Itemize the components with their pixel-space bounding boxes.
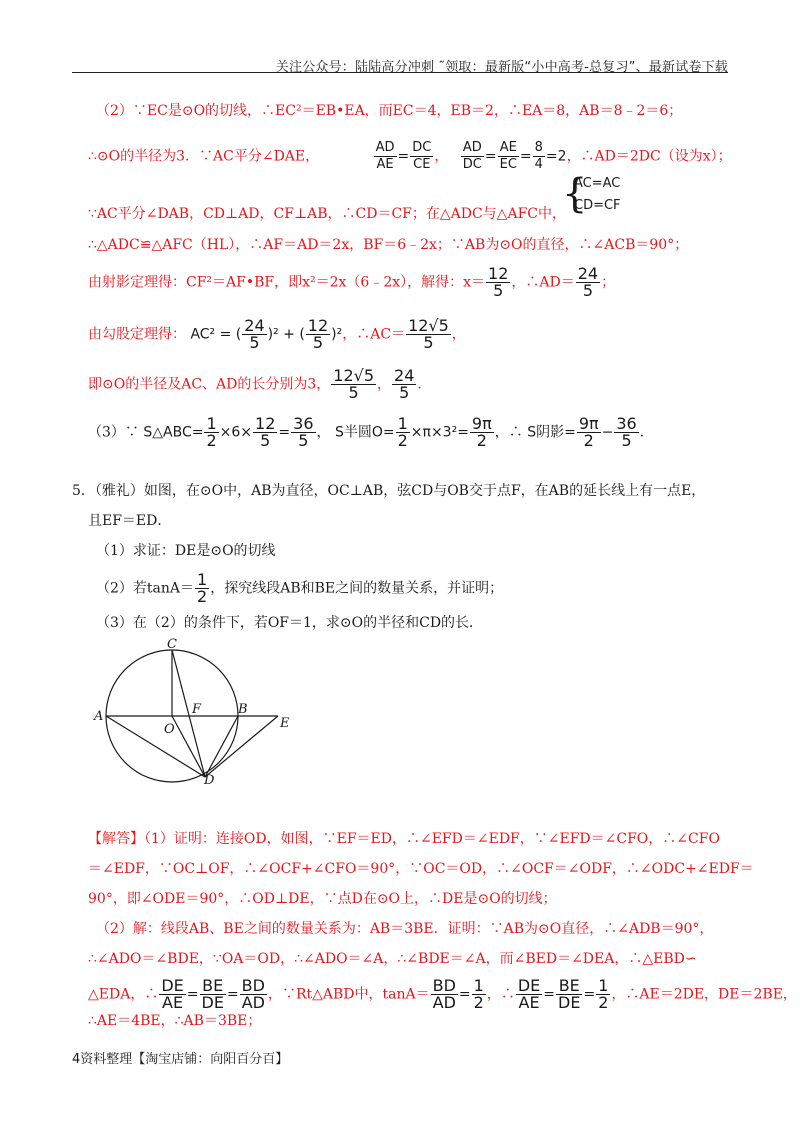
fraction: $\frac{24}{5}$ <box>577 264 599 300</box>
solution-line: 由射影定理得：CF²＝AF•BF，即x²＝2x（6﹣2x），解得：x＝ $\frac{12}{5}$ ，∴AD＝ $\frac{24}{5}$ ； <box>88 264 616 300</box>
fraction: $\frac{24}{5}$ <box>394 366 415 402</box>
label-a: A <box>94 709 104 724</box>
problem-part: （2）若tanA＝ $\frac{1}{2}$ ，探究线段AB和BE之间的数量关系，并证明； <box>96 570 504 606</box>
fraction: $\frac{1}{2}$ <box>197 570 208 606</box>
page-footer: 4资料整理【淘宝店铺：向阳百分百】 <box>72 1052 289 1067</box>
fraction: $\frac{36}{5}$ <box>293 414 314 450</box>
fraction: $\frac{BE}{DE}$ <box>558 976 581 1012</box>
fraction: $\frac{1}{2}$ <box>206 414 217 450</box>
answer-line: ∴∠ADO＝∠BDE，∵OA＝OD，∴∠ADO＝∠A，∴∠BDE＝∠A，而∠BED＝∠DEA，∴△EBD∽ <box>88 951 697 967</box>
fraction: $\frac{12}{5}$ <box>488 264 509 300</box>
fraction: $\frac{BE}{DE}$ <box>201 976 224 1012</box>
answer-line: 【解答】（1）证明：连接OD，如图，∵EF＝ED，∴∠EFD＝∠EDF，∵∠EFD＝∠CFO，∴∠CFO <box>88 831 720 847</box>
fraction: $\frac{BD}{AD}$ <box>432 976 456 1012</box>
solution-line: 即⊙O的半径及AC、AD的长分别为3， $\frac{12√5}{5}$ ， $\frac{24}{5}$ ． <box>88 366 432 402</box>
solution-line: （3）∵ S△ABC= $\frac{1}{2}$ ×6× $\frac{12}{5}$ = $\frac{36}{5}$ ， S半圆O= $\frac{1}{2}$ ×π×3²= $\frac{9\pi}{2}$ ，∴ S阴影= $\frac{9\pi}{2}$ − $\frac{36}{5}$ ． <box>88 414 654 450</box>
fraction: $\frac{AE}{EC}$ <box>499 140 517 172</box>
geometry-figure <box>80 630 310 790</box>
answer-line: ∴AE＝4BE，∴AB＝3BE； <box>88 1013 262 1029</box>
fraction: $\frac{12}{5}$ <box>255 414 276 450</box>
fraction: $\frac{BD}{AD}$ <box>241 976 265 1012</box>
answer-line: （2）解：线段AB、BE之间的数量关系为：AB＝3BE．证明：∵AB为⊙O直径，∴∠ADB＝90°， <box>96 921 714 937</box>
fraction: $\frac{AD}{DC}$ <box>462 140 482 172</box>
fraction: $\frac{DE}{AE}$ <box>517 976 541 1012</box>
header-rule <box>72 72 728 73</box>
answer-line: 90°，即∠ODE＝90°，∴OD⊥DE，∵点D在⊙O上，∴DE是⊙O的切线； <box>88 891 557 907</box>
fraction: $\frac{1}{2}$ <box>397 414 408 450</box>
label-b: B <box>238 702 248 717</box>
fraction: $\frac{8}{4}$ <box>534 140 543 172</box>
fraction: $\frac{24}{5}$ <box>244 316 265 352</box>
fraction: $\frac{12√5}{5}$ <box>408 316 449 352</box>
label-c: C <box>167 637 177 652</box>
solution-line: ∴△ADC≌△AFC（HL），∴AF＝AD＝2x，BF＝6﹣2x；∵AB为⊙O的直径，∴∠ACB＝90°； <box>88 237 689 253</box>
fraction: $\frac{9\pi}{2}$ <box>471 414 492 450</box>
answer-line: ＝∠EDF，∵OC⊥OF，∴∠OCF+∠CFO＝90°，∵OC＝OD，∴∠OCF＝∠ODF，∴∠ODC+∠EDF＝ <box>88 861 754 877</box>
problem-part: （1）求证：DE是⊙O的切线 <box>96 543 276 559</box>
answer-line: △EDA，∴ $\frac{DE}{AE}$ = $\frac{BE}{DE}$ = $\frac{BD}{AD}$ ，∵Rt△ABD中，tanA＝ $\frac{BD}{AD}$ = $\frac{1}{2}$ ，∴ $\frac{DE}{AE}$ = $\frac{BE}{DE}$ = $\frac{1}{2}$ ，∴AE＝2DE，DE＝2BE， <box>88 976 797 1012</box>
fraction: $\frac{12√5}{5}$ <box>333 366 375 402</box>
fraction: $\frac{AD}{AE}$ <box>375 140 395 172</box>
solution-line: 由勾股定理得： AC² = ( $\frac{24}{5}$ )² + ( $\frac{12}{5}$ )²，∴AC＝ $\frac{12√5}{5}$ ， <box>88 316 466 352</box>
label-o: O <box>164 722 175 737</box>
solution-line: （2）∵EC是⊙O的切线，∴EC²＝EB•EA，而EC＝4，EB＝2，∴EA＝8，AB＝8﹣2＝6； <box>96 103 683 119</box>
solution-line: ∵AC平分∠DAB，CD⊥AD，CF⊥AB，∴CD＝CF；在△ADC与△AFC中， <box>88 206 566 222</box>
fraction: $\frac{1}{2}$ <box>473 976 484 1012</box>
problem-text: 且EF＝ED． <box>88 513 172 529</box>
fraction: $\frac{DC}{CE}$ <box>412 140 432 172</box>
page-header: 关注公众号：陆陆高分冲刺 ˜领取：最新版“小中高考-总复习”、最新试卷下载 <box>275 60 728 75</box>
fraction: $\frac{1}{2}$ <box>598 976 609 1012</box>
solution-line: ∴⊙O的半径为3．∵AC平分∠DAE， $\frac{AD}{AE}$ = $\frac{DC}{CE}$ ， $\frac{AD}{DC}$ = $\frac{AE}{EC}$ = $\frac{8}{4}$ =2，∴AD＝2DC（设为x）； <box>88 140 732 172</box>
fraction: $\frac{36}{5}$ <box>616 414 637 450</box>
label-f: F <box>192 702 202 717</box>
fraction: $\frac{DE}{AE}$ <box>161 976 184 1012</box>
problem-part: （3）在（2）的条件下，若OF＝1，求⊙O的半径和CD的长． <box>96 615 484 631</box>
label-e: E <box>280 716 290 731</box>
fraction: $\frac{12}{5}$ <box>307 316 329 352</box>
label-d: D <box>204 773 215 788</box>
problem-text: 5．（雅礼）如图，在⊙O中，AB为直径，OC⊥AB，弦CD与OB交于点F，在AB的延长线上有一点E， <box>72 483 706 499</box>
fraction: $\frac{9\pi}{2}$ <box>578 414 599 450</box>
